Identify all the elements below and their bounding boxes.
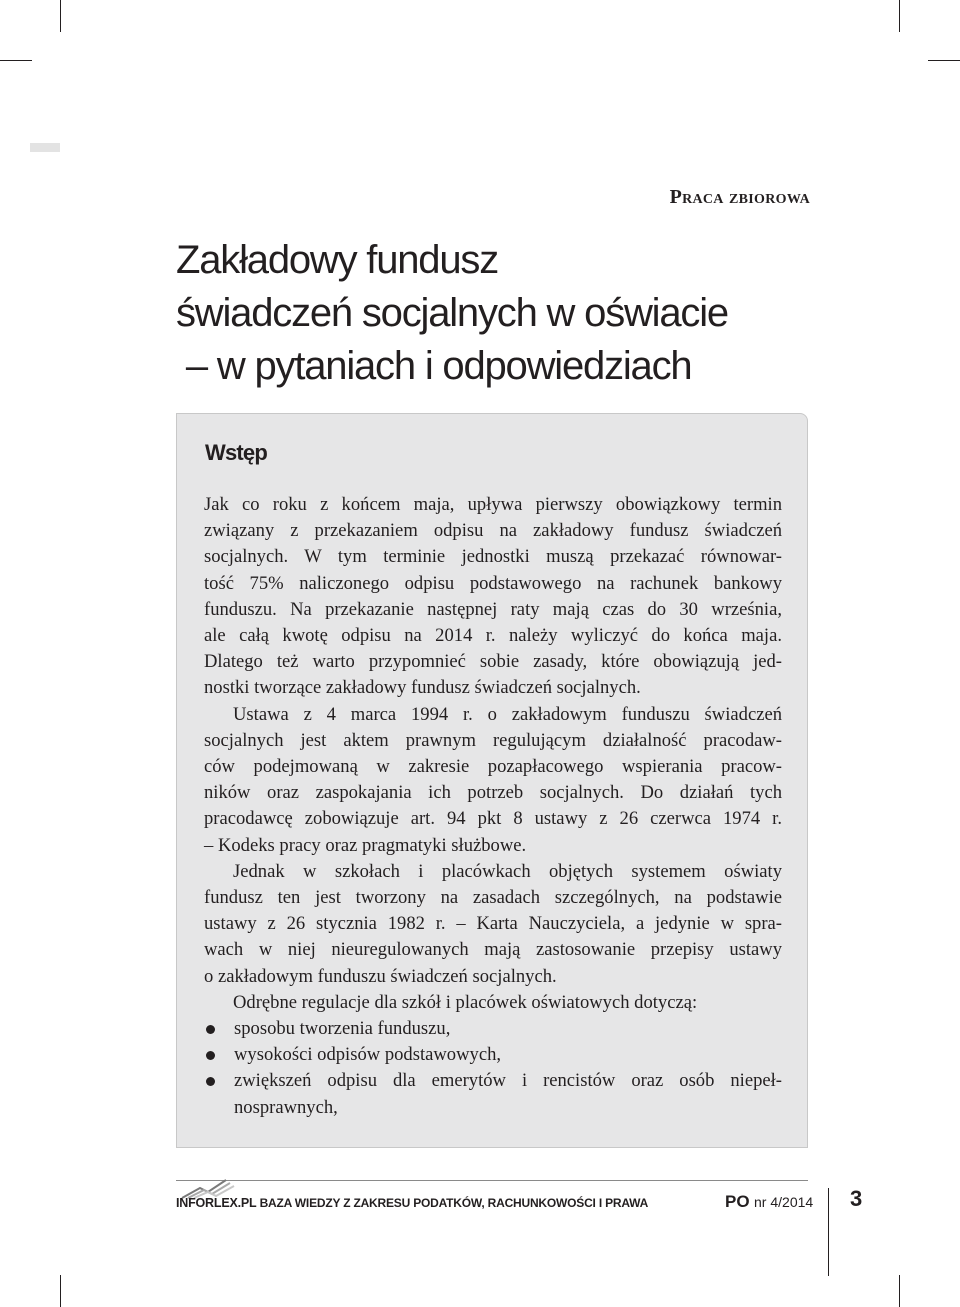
bullet-icon	[206, 1025, 215, 1034]
footer-rule	[176, 1180, 808, 1181]
crop-mark-bottom-left	[60, 1275, 61, 1307]
title-line-1: Zakładowy fundusz	[176, 238, 499, 282]
body-line: ale całą kwotę odpisu na 2014 r. należy wyliczyć do końca maja.	[204, 625, 782, 647]
bullet-text: sposobu tworzenia funduszu,	[234, 1018, 451, 1040]
body-line: ustawy z 26 stycznia 1982 r. – Karta Nauczyciela, a jedynie w spra-	[204, 913, 782, 935]
body-line: nostki tworzące zakładowy fundusz świadczeń socjalnych.	[204, 677, 641, 699]
bullet-item	[204, 1068, 782, 1094]
intro-heading: Wstęp	[205, 440, 268, 465]
bullet-icon	[206, 1051, 215, 1060]
body-line: związany z przekazaniem odpisu na zakładowy fundusz świadczeń	[204, 520, 782, 542]
crop-mark-top-right	[899, 0, 900, 32]
crop-mark-top-left-h	[0, 60, 32, 61]
body-line: socjalnych. W tym terminie jednostki muszą przekazać równowar-	[204, 546, 782, 568]
body-line: funduszu. Na przekazanie następnej raty mają czas do 30 września,	[204, 598, 782, 620]
intro-body	[204, 492, 782, 1121]
bullet-text: wysokości odpisów podstawowych,	[234, 1044, 502, 1066]
body-line: Dlatego też warto przypomnieć sobie zasady, które obowiązują jed-	[204, 651, 782, 673]
bullet-icon	[206, 1077, 215, 1086]
footer-issue	[725, 1192, 813, 1212]
issue-number: nr 4/2014	[754, 1194, 814, 1210]
footer-brand: INFORLEX.PL	[176, 1196, 257, 1210]
body-line: o zakładowym funduszu świadczeń socjalnych.	[204, 965, 557, 987]
title-line-2: świadczeń socjalnych w oświacie	[176, 291, 728, 335]
page-number: 3	[850, 1186, 863, 1211]
bullet-item	[204, 1016, 782, 1042]
body-line: wach w niej nieuregulowanych mają zastosowanie przepisy ustawy	[204, 939, 782, 961]
bullet-item	[204, 1042, 782, 1068]
bullet-text: nosprawnych,	[234, 1096, 338, 1118]
footer-tagline: BAZA WIEDZY Z ZAKRESU PODATKÓW, RACHUNKOWOŚCI I PRAWA	[259, 1196, 649, 1210]
body-line: fundusz ten jest tworzony na zasadach szczególnych, na podstawie	[204, 887, 782, 909]
section-tab-marker	[30, 143, 60, 152]
body-line: socjalnych jest aktem prawnym regulującym działalność pracodaw-	[204, 729, 782, 751]
bullet-text: zwiększeń odpisu dla emerytów i rencistów oraz osób niepeł-	[234, 1070, 782, 1092]
page-title	[176, 234, 856, 393]
bullet-item-continuation	[204, 1095, 782, 1121]
body-line: tość 75% naliczonego odpisu podstawowego na rachunek bankowy	[204, 572, 782, 594]
body-line: Jednak w szkołach i placówkach objętych systemem oświaty	[233, 860, 782, 882]
footer-publisher	[176, 1196, 648, 1210]
body-line: ników oraz zaspokajania ich potrzeb socjalnych. Do działań tych	[204, 782, 782, 804]
body-line: Odrębne regulacje dla szkół i placówek oświatowych dotyczą:	[233, 991, 698, 1013]
author-label: Praca zbiorowa	[669, 186, 810, 208]
body-line: Jak co roku z końcem maja, upływa pierwszy obowiązkowy termin	[204, 494, 782, 515]
body-line: – Kodeks pracy oraz pragmatyki służbowe.	[204, 834, 527, 856]
crop-mark-top-right-h	[928, 60, 960, 61]
title-line-3: – w pytaniach i odpowiedziach	[176, 344, 692, 388]
body-line: Ustawa z 4 marca 1994 r. o zakładowym funduszu świadczeń	[233, 703, 782, 725]
body-line: pracodawcę zobowiązuje art. 94 pkt 8 ustawy z 26 czerwca 1974 r.	[204, 808, 782, 830]
magazine-name: PO	[725, 1192, 750, 1211]
body-line: ców podejmowaną w zakresie pozapłacowego wspierania pracow-	[204, 756, 782, 778]
crop-mark-top-left	[60, 0, 61, 32]
footer-divider	[828, 1188, 829, 1276]
crop-mark-bottom-right	[899, 1275, 900, 1307]
